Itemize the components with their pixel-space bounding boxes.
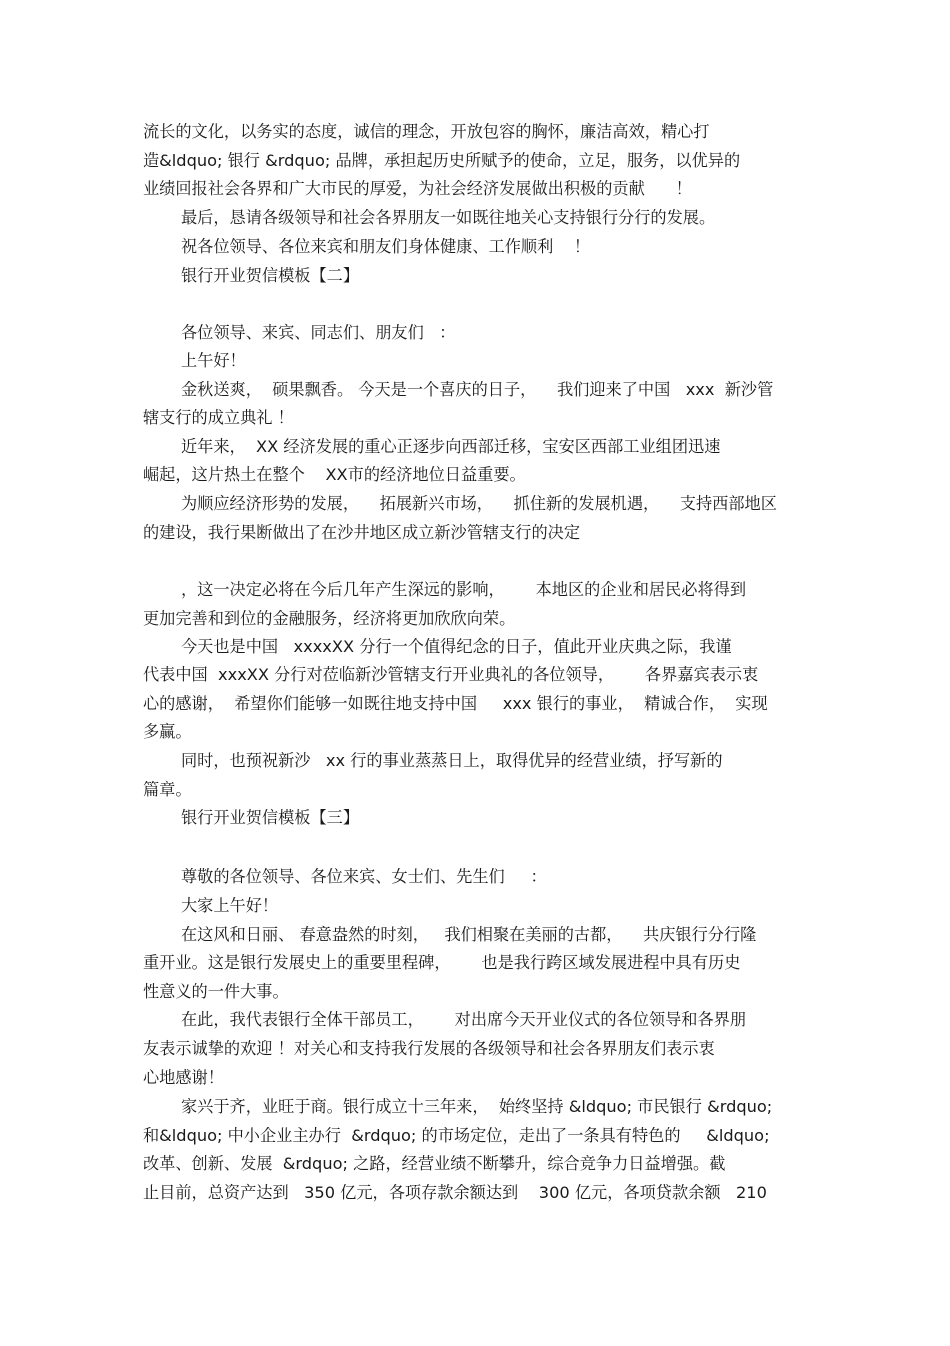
text-line: 业绩回报社会各界和广大市民的厚爱，为社会经济发展做出积极的贡献 ！ (143, 179, 692, 198)
text-line: 改革、创新、发展 &rdquo; 之路，经营业绩不断攀升，综合竞争力日益增强。截 (143, 1154, 726, 1173)
text-line: 流长的文化，以务实的态度，诚信的理念，开放包容的胸怀，廉洁高效，精心打 (143, 122, 710, 141)
text-line: 家兴于齐，业旺于商。银行成立十三年来， 始终坚持 &ldquo; 市民银行 &rdquo; (181, 1097, 773, 1116)
text-line: 上午好！ (181, 351, 246, 370)
text-line: 最后，恳请各级领导和社会各界朋友一如既往地关心支持银行分行的发展。 (181, 208, 716, 227)
text-line: 各位领导、来宾、同志们、朋友们 ： (181, 323, 456, 342)
text-line: 在此，我代表银行全体干部员工， 对出席今天开业仪式的各位领导和各界朋 (181, 1010, 747, 1029)
section-heading: 银行开业贺信模板【二】 (181, 266, 360, 285)
text-line: 更加完善和到位的金融服务，经济将更加欣欣向荣。 (143, 609, 516, 628)
text-line: 代表中国 xxxXX 分行对莅临新沙管辖支行开业典礼的各位领导， 各界嘉宾表示衷 (143, 665, 759, 684)
text-line: 和&ldquo; 中小企业主办行 &rdquo; 的市场定位，走出了一条具有特色的 &ldquo; (143, 1126, 770, 1145)
text-line: 大家上午好！ (181, 896, 279, 915)
text-line: 同时，也预祝新沙 xx 行的事业蒸蒸日上，取得优异的经营业绩，抒写新的 (181, 751, 723, 770)
text-line: 造&ldquo; 银行 &rdquo; 品牌，承担起历史所赋予的使命，立足，服务，以优异的 (143, 151, 741, 170)
text-line: 多赢。 (143, 722, 192, 741)
text-line: 友表示诚挚的欢迎 ！对关心和支持我行发展的各级领导和社会各界朋友们表示衷 (143, 1039, 715, 1058)
text-line: ，这一决定必将在今后几年产生深远的影响， 本地区的企业和居民必将得到 (181, 580, 747, 599)
text-line: 重开业。这是银行发展史上的重要里程碑， 也是我行跨区域发展进程中具有历史 (143, 953, 741, 972)
text-line: 近年来， XX 经济发展的重心正逐步向西部迁移，宝安区西部工业组团迅速 (181, 437, 721, 456)
section-heading: 银行开业贺信模板【三】 (181, 808, 360, 827)
text-line: 祝各位领导、各位来宾和朋友们身体健康、工作顺利 ！ (181, 237, 591, 256)
text-line: 辖支行的成立典礼 ！ (143, 408, 294, 427)
text-line: 止目前，总资产达到 350 亿元，各项存款余额达到 300 亿元，各项贷款余额 210 (143, 1183, 767, 1202)
text-line: 崛起，这片热土在整个 XX市的经济地位日益重要。 (143, 465, 526, 484)
text-line: 心地感谢！ (143, 1068, 224, 1087)
text-line: 金秋送爽， 硕果飘香。 今天是一个喜庆的日子， 我们迎来了中国 xxx 新沙管 (181, 380, 774, 399)
text-line: 心的感谢， 希望你们能够一如既往地支持中国 xxx 银行的事业， 精诚合作， 实现 (143, 694, 768, 713)
text-line: 尊敬的各位领导、各位来宾、女士们、先生们 ： (181, 867, 547, 886)
text-line: 在这风和日丽、 春意盎然的时刻， 我们相聚在美丽的古都， 共庆银行分行隆 (181, 925, 757, 944)
text-line: 的建设，我行果断做出了在沙井地区成立新沙管辖支行的决定 (143, 523, 581, 542)
text-line: 篇章。 (143, 780, 192, 799)
text-line: 为顺应经济形势的发展， 拓展新兴市场， 抓住新的发展机遇， 支持西部地区 (181, 494, 777, 513)
text-line: 性意义的一件大事。 (143, 982, 289, 1001)
text-line: 今天也是中国 xxxxXX 分行一个值得纪念的日子，值此开业庆典之际，我谨 (181, 637, 732, 656)
